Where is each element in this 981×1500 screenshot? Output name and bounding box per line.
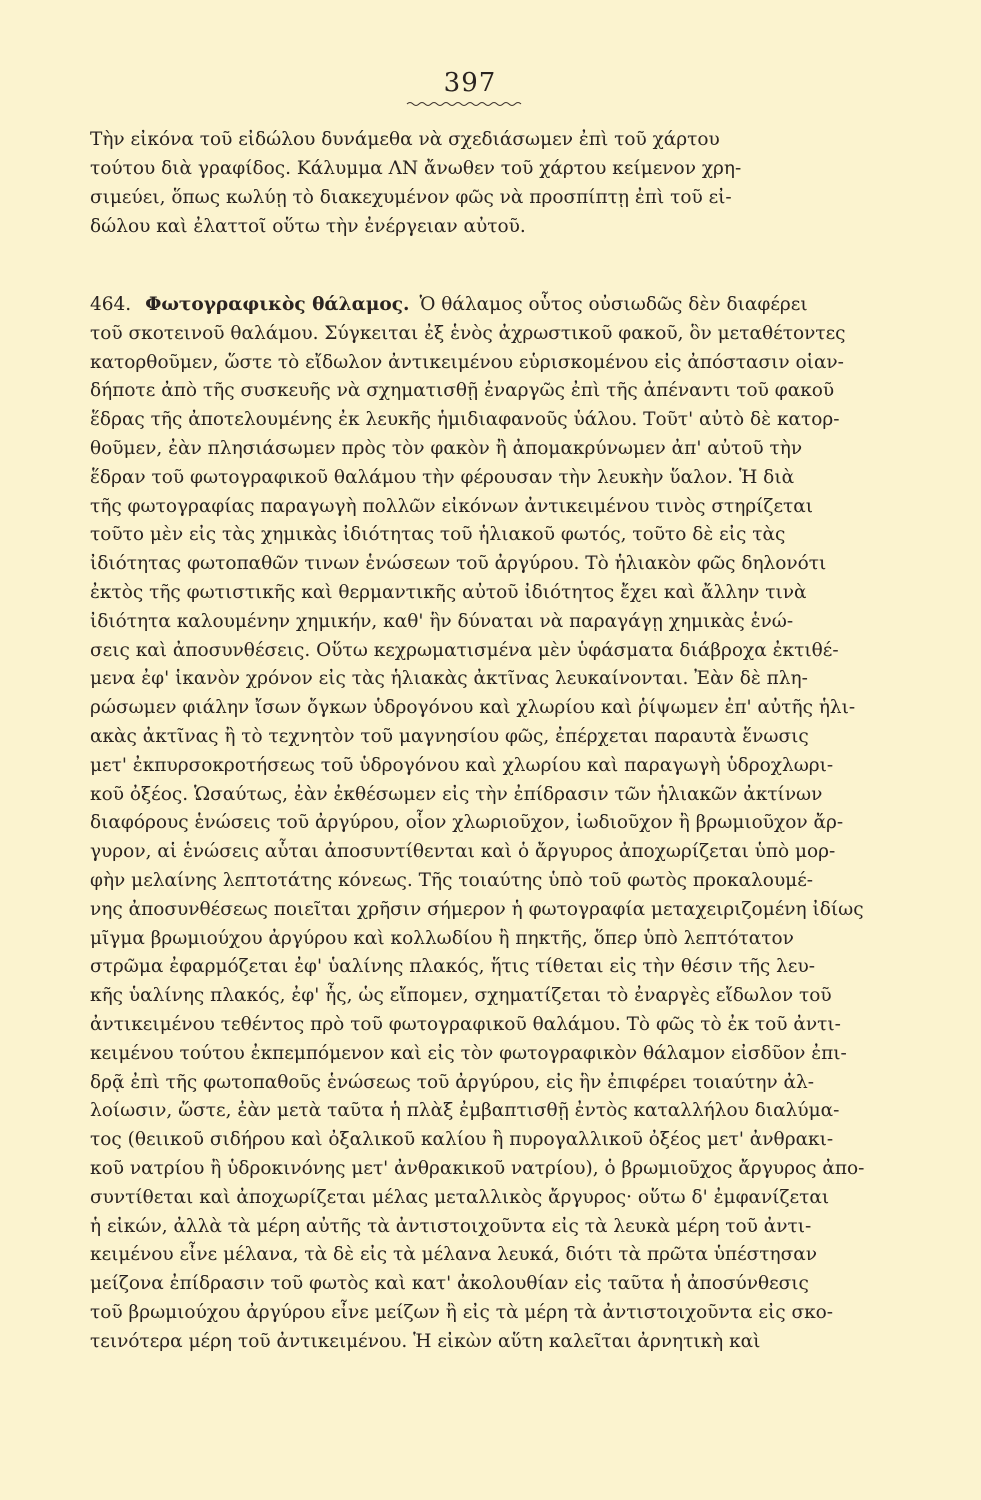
text-line: τος (θειικοῦ σιδήρου καὶ ὀξαλικοῦ καλίου ἢ πυρογαλλικοῦ ὀξέος μετ' ἀνθρακι- <box>90 1129 834 1151</box>
text-line: τούτου διὰ γραφίδος. Κάλυμμα ΛΝ ἄνωθεν τοῦ χάρτου κείμενον χρη- <box>90 158 742 179</box>
text-line: δρᾷ ἐπὶ τῆς φωτοπαθοῦς ἑνώσεως τοῦ ἀργύρου, εἰς ἣν ἐπιφέρει τοιαύτην ἀλ- <box>90 1071 815 1093</box>
section-first-line <box>90 291 852 320</box>
text-line: μενα ἐφ' ἱκανὸν χρόνον εἰς τὰς ἡλιακὰς ἀκτῖνας λευκαίνονται. Ἐὰν δὲ πλη- <box>90 668 808 690</box>
text-line: φὴν μελαίνης λεπτοτάτης κόνεως. Τῆς τοιαύτης ὑπὸ τοῦ φωτὸς προκαλουμέ- <box>90 869 814 891</box>
text-line: στρῶμα ἐφαρμόζεται ἐφ' ὑαλίνης πλακός, ἥτις τίθεται εἰς τὴν θέσιν τῆς λευ- <box>90 956 815 978</box>
text-line: ἰδιότητα καλουμένην χημικήν, καθ' ἣν δύναται νὰ παραγάγῃ χημικὰς ἑνώ- <box>90 610 794 632</box>
text-line: ακὰς ἀκτῖνας ἢ τὸ τεχνητὸν τοῦ μαγνησίου φῶς, ἐπέρχεται παραυτὰ ἕνωσις <box>90 725 809 747</box>
text-line: τοῦ βρωμιούχου ἀργύρου εἶνε μείζων ἢ εἰς τὰ μέρη τὰ ἀντιστοιχοῦντα εἰς σκο- <box>90 1301 834 1323</box>
text-line: κειμένου τούτου ἐκπεμπόμενον καὶ εἰς τὸν φωτογραφικὸν θάλαμον εἰσδῦον ἐπι- <box>90 1042 847 1064</box>
text-line: κοῦ νατρίου ἢ ὑδροκινόνης μετ' ἀνθρακικοῦ νατρίου), ὁ βρωμιοῦχος ἄργυρος ἀπο- <box>90 1157 865 1179</box>
paragraph-intro <box>90 125 852 241</box>
text-line: ἡ εἰκών, ἀλλὰ τὰ μέρη αὐτῆς τὰ ἀντιστοιχοῦντα εἰς τὰ λευκὰ μέρη τοῦ ἀντι- <box>90 1215 812 1237</box>
text-line: θοῦμεν, ἐὰν πλησιάσωμεν πρὸς τὸν φακὸν ἢ ἀπομακρύνωμεν ἀπ' αὐτοῦ τὴν <box>90 437 803 459</box>
text-line: ἀντικειμένου τεθέντος πρὸ τοῦ φωτογραφικοῦ θαλάμου. Τὸ φῶς τὸ ἐκ τοῦ ἀντι- <box>90 1013 841 1035</box>
text-line: συντίθεται καὶ ἀποχωρίζεται μέλας μεταλλικὸς ἄργυρος· οὕτω δ' ἐμφανίζεται <box>90 1186 830 1208</box>
text-line: τοῦ σκοτεινοῦ θαλάμου. Σύγκειται ἐξ ἑνὸς ἀχρωστικοῦ φακοῦ, ὃν μεταθέτοντες <box>90 322 846 344</box>
text-line: τεινότερα μέρη τοῦ ἀντικειμένου. Ἡ εἰκὼν αὕτη καλεῖται ἀρνητικὴ καὶ <box>90 1330 761 1352</box>
section-464 <box>90 291 865 1356</box>
text-line: ἰδιότητας φωτοπαθῶν τινων ἑνώσεων τοῦ ἀργύρου. Τὸ ἡλιακὸν φῶς δηλονότι <box>90 553 827 575</box>
text-line: ἕδραν τοῦ φωτογραφικοῦ θαλάμου τὴν φέρουσαν τὴν λευκὴν ὕαλον. Ἡ διὰ <box>90 466 795 488</box>
text-line: τοῦτο μὲν εἰς τὰς χημικὰς ἰδιότητας τοῦ ἡλιακοῦ φωτός, τοῦτο δὲ εἰς τὰς <box>90 524 786 546</box>
text-line: κοῦ ὀξέος. Ὡσαύτως, ἐὰν ἐκθέσωμεν εἰς τὴν ἐπίδρασιν τῶν ἡλιακῶν ἀκτίνων <box>90 783 823 805</box>
text-line: διαφόρους ἑνώσεις τοῦ ἀργύρου, οἷον χλωριοῦχον, ἰωδιοῦχον ἢ βρωμιοῦχον ἄρ- <box>90 812 844 834</box>
text-line: σεις καὶ ἀποσυνθέσεις. Οὕτω κεχρωματισμένα μὲν ὑφάσματα διάβροχα ἐκτιθέ- <box>90 639 839 661</box>
text-line: τῆς φωτογραφίας παραγωγὴ πολλῶν εἰκόνων ἀντικειμένου τινὸς στηρίζεται <box>90 495 814 517</box>
text-line: σιμεύει, ὅπως κωλύῃ τὸ διακεχυμένον φῶς νὰ προσπίπτῃ ἐπὶ τοῦ εἰ- <box>90 187 732 208</box>
text-line: δώλου καὶ ἐλαττοῖ οὕτω τὴν ἐνέργειαν αὐτοῦ. <box>90 216 526 237</box>
page-number: 397 <box>443 68 497 98</box>
text-line: μῖγμα βρωμιούχου ἀργύρου καὶ κολλωδίου ἢ πηκτῆς, ὅπερ ὑπὸ λεπτότατον <box>90 927 794 949</box>
text-line: κειμένου εἶνε μέλανα, τὰ δὲ εἰς τὰ μέλανα λευκά, διότι τὰ πρῶτα ὑπέστησαν <box>90 1244 817 1266</box>
section-number: 464. <box>90 294 132 315</box>
text-line: δήποτε ἀπὸ τῆς συσκευῆς νὰ σχηματισθῇ ἐναργῶς ἐπὶ τῆς ἀπέναντι τοῦ φακοῦ <box>90 380 835 402</box>
text-line: νης ἀποσυνθέσεως ποιεῖται χρῆσιν σήμερον ἡ φωτογραφία μεταχειριζομένη ἰδίως <box>90 898 864 920</box>
text-line: γυρον, αἱ ἑνώσεις αὗται ἀποσυντίθενται καὶ ὁ ἄργυρος ἀποχωρίζεται ὑπὸ μορ- <box>90 841 836 863</box>
text-line: ἐκτὸς τῆς φωτιστικῆς καὶ θερμαντικῆς αὐτοῦ ἰδιότητος ἔχει καὶ ἄλλην τινὰ <box>90 581 807 603</box>
text-line: λοίωσιν, ὥστε, ἐὰν μετὰ ταῦτα ἡ πλὰξ ἐμβαπτισθῇ ἐντὸς καταλλήλου διαλύμα- <box>90 1100 840 1122</box>
text-line: κῆς ὑαλίνης πλακός, ἐφ' ἧς, ὡς εἴπομεν, σχηματίζεται τὸ ἐναργὲς εἴδωλον τοῦ <box>90 985 832 1007</box>
text-line: μετ' ἐκπυρσοκροτήσεως τοῦ ὑδρογόνου καὶ χλωρίου καὶ παραγωγὴ ὑδροχλωρι- <box>90 754 834 776</box>
text-line: μείζονα ἐπίδρασιν τοῦ φωτὸς καὶ κατ' ἀκολουθίαν εἰς ταῦτα ἡ ἀποσύνθεσις <box>90 1273 809 1295</box>
text-line: Τὴν εἰκόνα τοῦ εἰδώλου δυνάμεθα νὰ σχεδιάσωμεν ἐπὶ τοῦ χάρτου <box>90 129 720 150</box>
section-title: Φωτογραφικὸς θάλαμος. <box>145 294 410 315</box>
text-line: ρώσωμεν φιάλην ἴσων ὄγκων ὑδρογόνου καὶ χλωρίου καὶ ῥίψωμεν ἐπ' αὐτῆς ἡλι- <box>90 697 856 719</box>
ornament-rule <box>405 100 525 108</box>
section-first-line-text: Ὁ θάλαμος οὗτος οὐσιωδῶς δὲν διαφέρει <box>419 294 808 315</box>
text-line: ἕδρας τῆς ἀποτελουμένης ἐκ λευκῆς ἡμιδιαφανοῦς ὑάλου. Τοῦτ' αὐτὸ δὲ κατορ- <box>90 409 840 431</box>
text-line: κατορθοῦμεν, ὥστε τὸ εἴδωλον ἀντικειμένου εὑρισκομένου εἰς ἀπόστασιν οἱαν- <box>90 351 844 373</box>
